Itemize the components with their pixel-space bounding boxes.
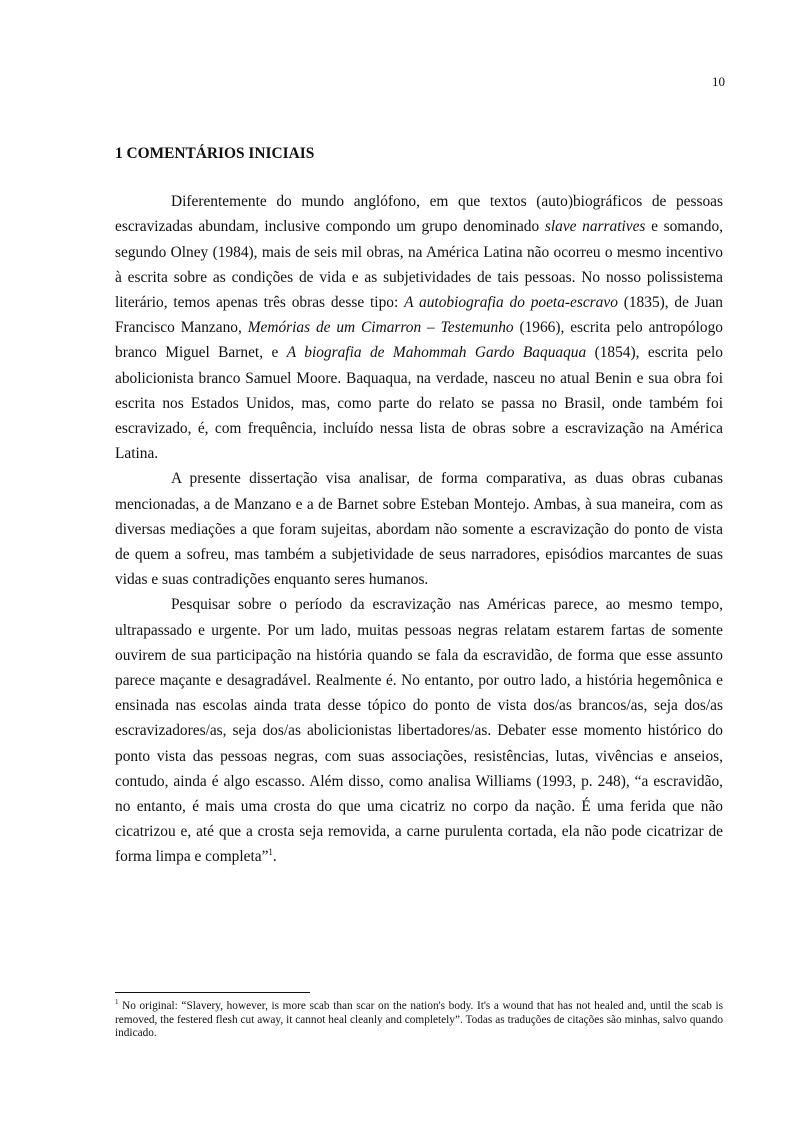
page-number: 10 [712,74,725,89]
paragraph-1 [115,189,723,466]
paragraph-2: A presente dissertação visa analisar, de forma comparativa, as duas obras cubanas mencionadas, a de Manzano e a de Barnet sobre Esteban Montejo. Ambas, à sua maneira, com as diversas mediações a que foram sujeitas, abordam não somente a escravização do ponto de vista de quem a sofreu, mas também a subjetividade de seus narradores, episódios marcantes de suas vidas e suas contradições enquanto seres humanos. [115,470,723,589]
paragraph-3-text: Pesquisar sobre o período da escravização nas Américas parece, ao mesmo tempo, ultrapassado e urgente. Por um lado, muitas pessoas negras relatam estarem fartas de somente ouvirem de sua participação na história quando se fala da escravidão, de forma que esse assunto parece maçante e desagradável. Realmente é. No entanto, por outro lado, a história hegemônica e ensinada nas escolas ainda trata desse tópico do ponto de vista dos/as brancos/as, seja dos/as escravizadores/as, seja dos/as abolicionistas libertadores/as. Debater esse momento histórico do ponto vista das pessoas negras, com suas associações, resistências, lutas, vivências e anseios, contudo, ainda é algo escasso. Além disso, como analisa Williams (1993, p. 248), “a escravidão, no entanto, é mais uma crosta do que uma cicatriz no corpo da nação. É uma ferida que não cicatrizou e, até que a crosta seja removida, a carne purulenta cortada, ela não pode cicatrizar de forma limpa e completa” [115,596,723,866]
section-heading: 1 COMENTÁRIOS INICIAIS [115,145,315,162]
italic-title-manzano: A autobiografia do poeta-escravo [404,294,618,312]
footnote-text: No original: “Slavery, however, is more scab than scar on the nation's body. It's a wound that has not healed and, until the scab is removed, the festered flesh cut away, it cannot heal cleanly and completely”. Todas as traduções de citações são minhas, salvo quando indicado. [115,1000,723,1040]
footnote-divider [115,992,310,993]
paragraph-1-text-5: (1854), escrita pelo abolicionista branco Samuel Moore. Baquaqua, na verdade, nasceu no atual Benin e sua obra foi escrita nos Estados Unidos, mas, como parte do relato se passa no Brasil, onde também foi escravizado, é, com frequência, incluído nessa lista de obras sobre a escravização na América Latina. [115,344,723,463]
footnote-marker: 1 [115,998,119,1007]
italic-slave-narratives: slave narratives [544,218,646,236]
paragraph-1-text-3: (1835), de Juan Francisco Manzano, [115,294,723,337]
paragraph-1-text-1: Diferentemente do mundo anglófono, em que textos (auto)biográficos de pessoas escravizadas abundam, inclusive compondo um grupo denominado [115,193,723,236]
italic-title-baquaqua: A biografia de Mahommah Gardo Baquaqua [286,344,587,362]
footnote-reference[interactable]: 1 [268,847,273,858]
main-content [115,141,723,870]
footnote [115,1000,723,1041]
paragraph-1-text-4: (1966), escrita pelo antropólogo branco Miguel Barnet, e [115,319,723,362]
italic-title-barnet: Memórias de um Cimarron – Testemunho [247,319,514,337]
paragraph-3-end: . [272,848,277,866]
paragraph-3 [115,592,723,869]
paragraph-1-text-2: e somando, segundo Olney (1984), mais de seis mil obras, na América Latina não ocorreu o mesmo incentivo à escrita sobre as condições de vida e as subjetividades de tais pessoas. No nosso polissistema literário, temos apenas três obras desse tipo: [115,218,723,312]
